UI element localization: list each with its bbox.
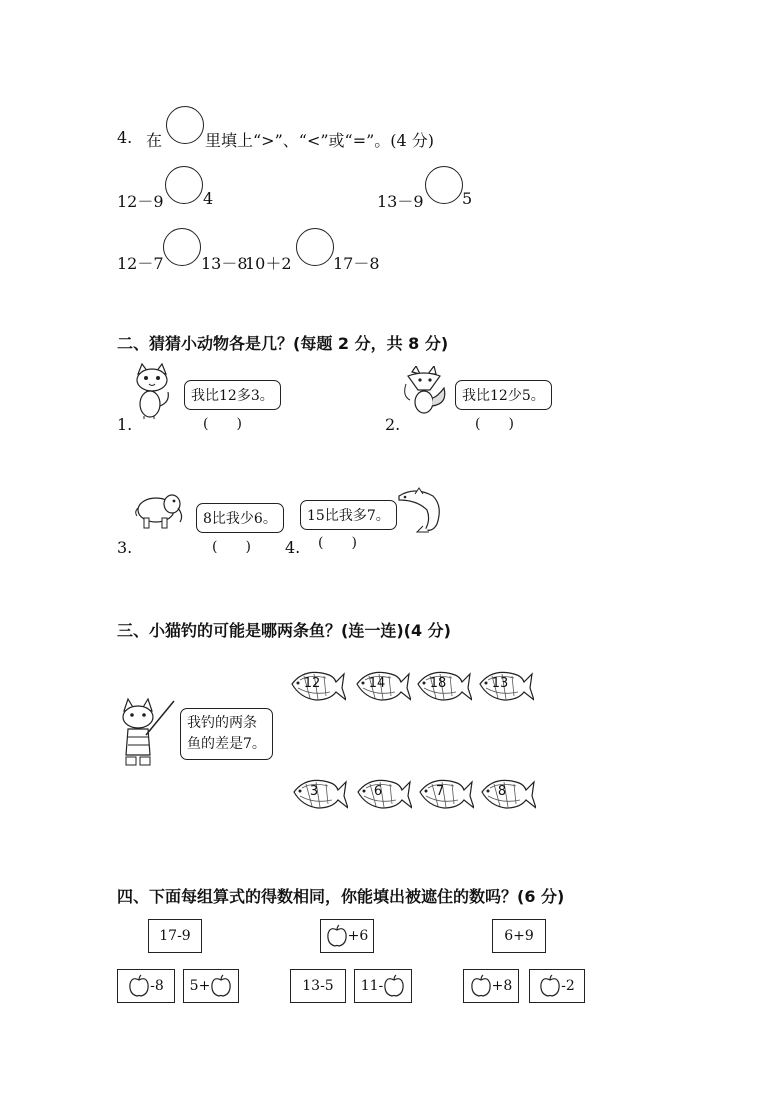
compare-right-3: 13－8 bbox=[201, 254, 248, 273]
apple-icon bbox=[326, 924, 348, 948]
compare-left-2: 13－9 bbox=[377, 192, 424, 211]
top-fish-3[interactable] bbox=[416, 666, 472, 706]
group1-top-box bbox=[148, 919, 202, 953]
group3-box-b-text: -2 bbox=[561, 978, 575, 994]
compare-right-2: 5 bbox=[462, 189, 473, 208]
section-3-title: 三、小猫钓的可能是哪两条鱼？(连一连)(4 分) bbox=[117, 621, 451, 640]
fox-icon bbox=[400, 366, 450, 414]
answer-paren-1[interactable]: ( ) bbox=[203, 416, 242, 432]
q4-text-a: 在 bbox=[146, 131, 163, 150]
group2-box-b-text: 11- bbox=[360, 978, 384, 994]
compare-left-1: 12－9 bbox=[117, 192, 164, 211]
group2-box-a-text: 13-5 bbox=[302, 978, 334, 994]
group1-box-b[interactable] bbox=[183, 969, 239, 1003]
speech-bubble-4: 15比我多7。 bbox=[300, 500, 397, 530]
apple-icon bbox=[383, 974, 405, 998]
cat-speech-bubble bbox=[180, 708, 273, 760]
cat-speech-line-1: 我钓的两条 bbox=[187, 715, 257, 731]
answer-paren-4[interactable]: ( ) bbox=[318, 535, 357, 551]
fish-number: 3 bbox=[309, 784, 319, 799]
apple-icon bbox=[470, 974, 492, 998]
cat-icon bbox=[130, 362, 174, 420]
group2-box-a bbox=[290, 969, 346, 1003]
item-number-2: 2. bbox=[385, 415, 401, 434]
q4-number: 4. bbox=[117, 128, 133, 147]
group1-box-b-text: 5+ bbox=[189, 978, 211, 994]
group2-top-box[interactable] bbox=[320, 919, 374, 953]
group3-top-box bbox=[492, 919, 546, 953]
group2-box-b[interactable] bbox=[354, 969, 412, 1003]
answer-paren-3[interactable]: ( ) bbox=[212, 539, 251, 555]
fish-number: 12 bbox=[303, 676, 321, 691]
apple-icon bbox=[128, 974, 150, 998]
q4-text-b: 里填上“>”、“<”或“=”。(4 分) bbox=[205, 131, 435, 150]
group1-box-a-text: -8 bbox=[150, 978, 164, 994]
cat-speech-line-2: 鱼的差是7。 bbox=[187, 736, 266, 752]
bottom-fish-4[interactable] bbox=[480, 774, 536, 814]
fish-number: 8 bbox=[497, 784, 507, 799]
section-2-title: 二、猜猜小动物各是几？(每题 2 分，共 8 分) bbox=[117, 334, 449, 353]
answer-circle-3[interactable] bbox=[163, 228, 201, 266]
answer-circle-2[interactable] bbox=[425, 166, 463, 204]
fish-number: 13 bbox=[491, 676, 509, 691]
item-number-4: 4. bbox=[285, 538, 301, 557]
elephant-icon bbox=[134, 490, 186, 530]
group2-top-text: +6 bbox=[347, 928, 369, 944]
answer-circle-1[interactable] bbox=[165, 166, 203, 204]
group3-box-a-text: +8 bbox=[491, 978, 513, 994]
bottom-fish-2[interactable] bbox=[356, 774, 412, 814]
group3-box-a[interactable] bbox=[463, 969, 519, 1003]
answer-circle-sample bbox=[166, 106, 204, 144]
speech-bubble-2: 我比12少5。 bbox=[455, 380, 552, 410]
group1-box-a[interactable] bbox=[117, 969, 175, 1003]
compare-left-3: 12－7 bbox=[117, 254, 164, 273]
dolphin-icon bbox=[395, 486, 447, 534]
group3-top-text: 6+9 bbox=[504, 928, 534, 944]
apple-icon bbox=[539, 974, 561, 998]
bottom-fish-1[interactable] bbox=[292, 774, 348, 814]
apple-icon bbox=[210, 974, 232, 998]
fish-number: 18 bbox=[429, 676, 447, 691]
item-number-1: 1. bbox=[117, 415, 133, 434]
compare-right-4: 17－8 bbox=[333, 254, 380, 273]
group1-top-text: 17-9 bbox=[159, 928, 191, 944]
compare-left-4: 10＋2 bbox=[245, 254, 292, 273]
top-fish-1[interactable] bbox=[290, 666, 346, 706]
answer-circle-4[interactable] bbox=[296, 228, 334, 266]
group3-box-b[interactable] bbox=[529, 969, 585, 1003]
top-fish-4[interactable] bbox=[478, 666, 534, 706]
speech-bubble-1: 我比12多3。 bbox=[184, 380, 281, 410]
compare-right-1: 4 bbox=[203, 189, 214, 208]
answer-paren-2[interactable]: ( ) bbox=[475, 416, 514, 432]
fish-number: 14 bbox=[368, 676, 386, 691]
section-4-title: 四、下面每组算式的得数相同，你能填出被遮住的数吗？(6 分) bbox=[117, 887, 565, 906]
fishing-cat-icon bbox=[116, 697, 178, 769]
item-number-3: 3. bbox=[117, 538, 133, 557]
speech-bubble-3: 8比我少6。 bbox=[196, 503, 284, 533]
fish-number: 6 bbox=[373, 784, 383, 799]
fish-number: 7 bbox=[435, 784, 445, 799]
top-fish-2[interactable] bbox=[355, 666, 411, 706]
bottom-fish-3[interactable] bbox=[418, 774, 474, 814]
